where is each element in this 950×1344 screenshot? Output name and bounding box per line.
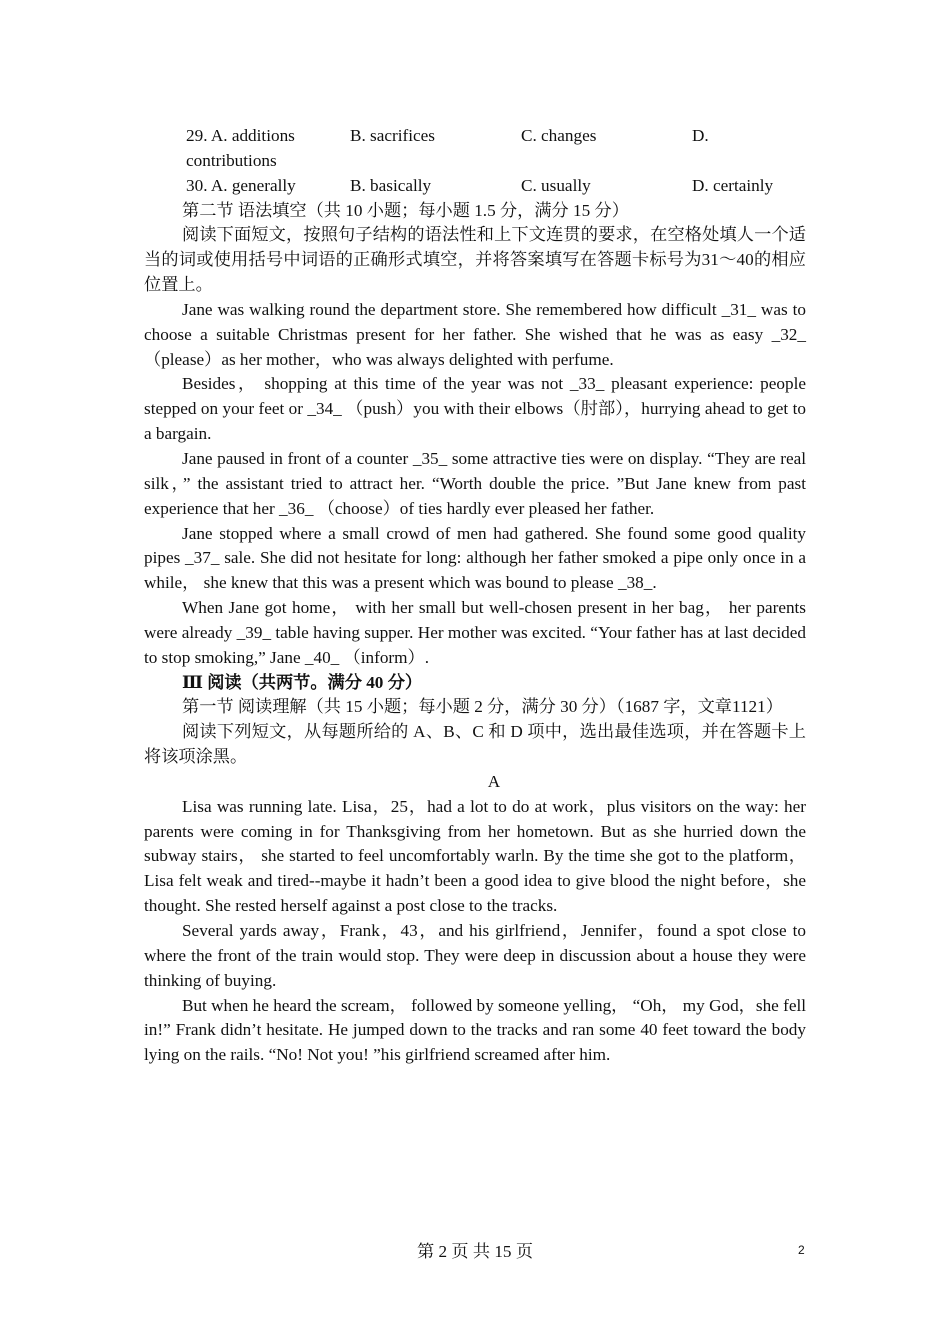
page-number: 2 <box>798 1243 805 1257</box>
grammar-paragraph-4: Jane stopped where a small crowd of men had gathered. She found some good quality pipes _37_ sale. She did not hesitate for long: although her father smoked a pipe only once in a while， she knew that this was a present which was bound to please _38_. <box>144 523 806 593</box>
choice-row-30 <box>144 174 806 199</box>
choice-30-b: B. basically <box>350 175 432 195</box>
choice-29-a: 29. A. additions <box>186 126 295 145</box>
choice-30-c: C. usually <box>521 175 591 195</box>
part3-heading: Ⅲ 阅读（共两节。满分 40 分） <box>182 672 423 692</box>
grammar-paragraph-2: Besides， shopping at this time of the year was not _33_ pleasant experience: people stepped on your feet or _34_ （push）you with their elbows（肘部），hurrying ahead to get to a bargain. <box>144 374 806 444</box>
section2-heading: 第二节 语法填空（共 10 小题；每小题 1.5 分，满分 15 分） <box>182 200 629 220</box>
page-content <box>144 124 806 1068</box>
grammar-paragraph-1: Jane was walking round the department store. She remembered how difficult _31_ was to choose a suitable Christmas present for her father. She wished that he was as easy _32_ （please）as her mother，who was always delighted with perfume. <box>144 299 806 369</box>
choice-29-d: D. <box>692 126 709 145</box>
choice-row-29 <box>144 124 806 149</box>
choice-30-d: D. certainly <box>692 175 774 195</box>
reading-paragraph-2: Several yards away，Frank，43，and his girlfriend，Jennifer，found a spot close to where the front of the train would stop. They were deep in discussion about a house they were thinking of buying. <box>144 921 806 990</box>
grammar-paragraph-3: Jane paused in front of a counter _35_ some attractive ties were on display. “They are real silk，” the assistant tried to attract her. “Worth double the price. ”But Jane knew from past experience that her _36_ （choose）of ties hardly ever pleased her father. <box>144 448 806 518</box>
choice-29-b: B. sacrifices <box>350 126 435 145</box>
grammar-paragraph-5: When Jane got home， with her small but well-chosen present in her bag， her parents were already _39_ table having supper. Her mother was excited. “Your father has at last decided to stop smoking,” Jane _40_ （inform）. <box>144 598 806 667</box>
section2-instruction: 阅读下面短文，按照句子结构的语法性和上下文连贯的要求，在空格处填人一个适当的词或使用括号中词语的正确形式填空，并将答案填写在答题卡标号为31～40的相应位置上。 <box>144 225 806 295</box>
part3-section1-heading: 第一节 阅读理解（共 15 小题；每小题 2 分，满分 30 分）（1687 字，文章1121） <box>182 697 783 717</box>
passage-label: A <box>487 771 501 791</box>
choice-29-c: C. changes <box>521 126 597 145</box>
reading-paragraph-1: Lisa was running late. Lisa，25，had a lot to do at work，plus visitors on the way: her parents were coming in for Thanksgiving from her hometown. But as she hurried down the subway stairs， she started to feel uncomfortably warln. By the time she got to the platform，Lisa felt weak and tired--maybe it hadn’t been a good idea to give blood the night before，she thought. She rested herself against a post close to the tracks. <box>144 796 806 916</box>
choice-29-d-continued: contributions <box>186 150 277 170</box>
part3-instruction: 阅读下列短文，从每题所给的 A、B、C 和 D 项中，选出最佳选项，并在答题卡上将该项涂黑。 <box>144 722 806 767</box>
choice-30-a: 30. A. generally <box>186 175 296 195</box>
reading-paragraph-3: But when he heard the scream， followed by someone yelling， “Oh， my God，she fell in!” Frank didn’t hesitate. He jumped down to the tracks and ran some 40 feet toward the body lying on the rails. “No! Not you! ”his girlfriend screamed after him. <box>144 995 806 1065</box>
page-footer: 第 2 页 共 15 页 <box>416 1242 534 1261</box>
